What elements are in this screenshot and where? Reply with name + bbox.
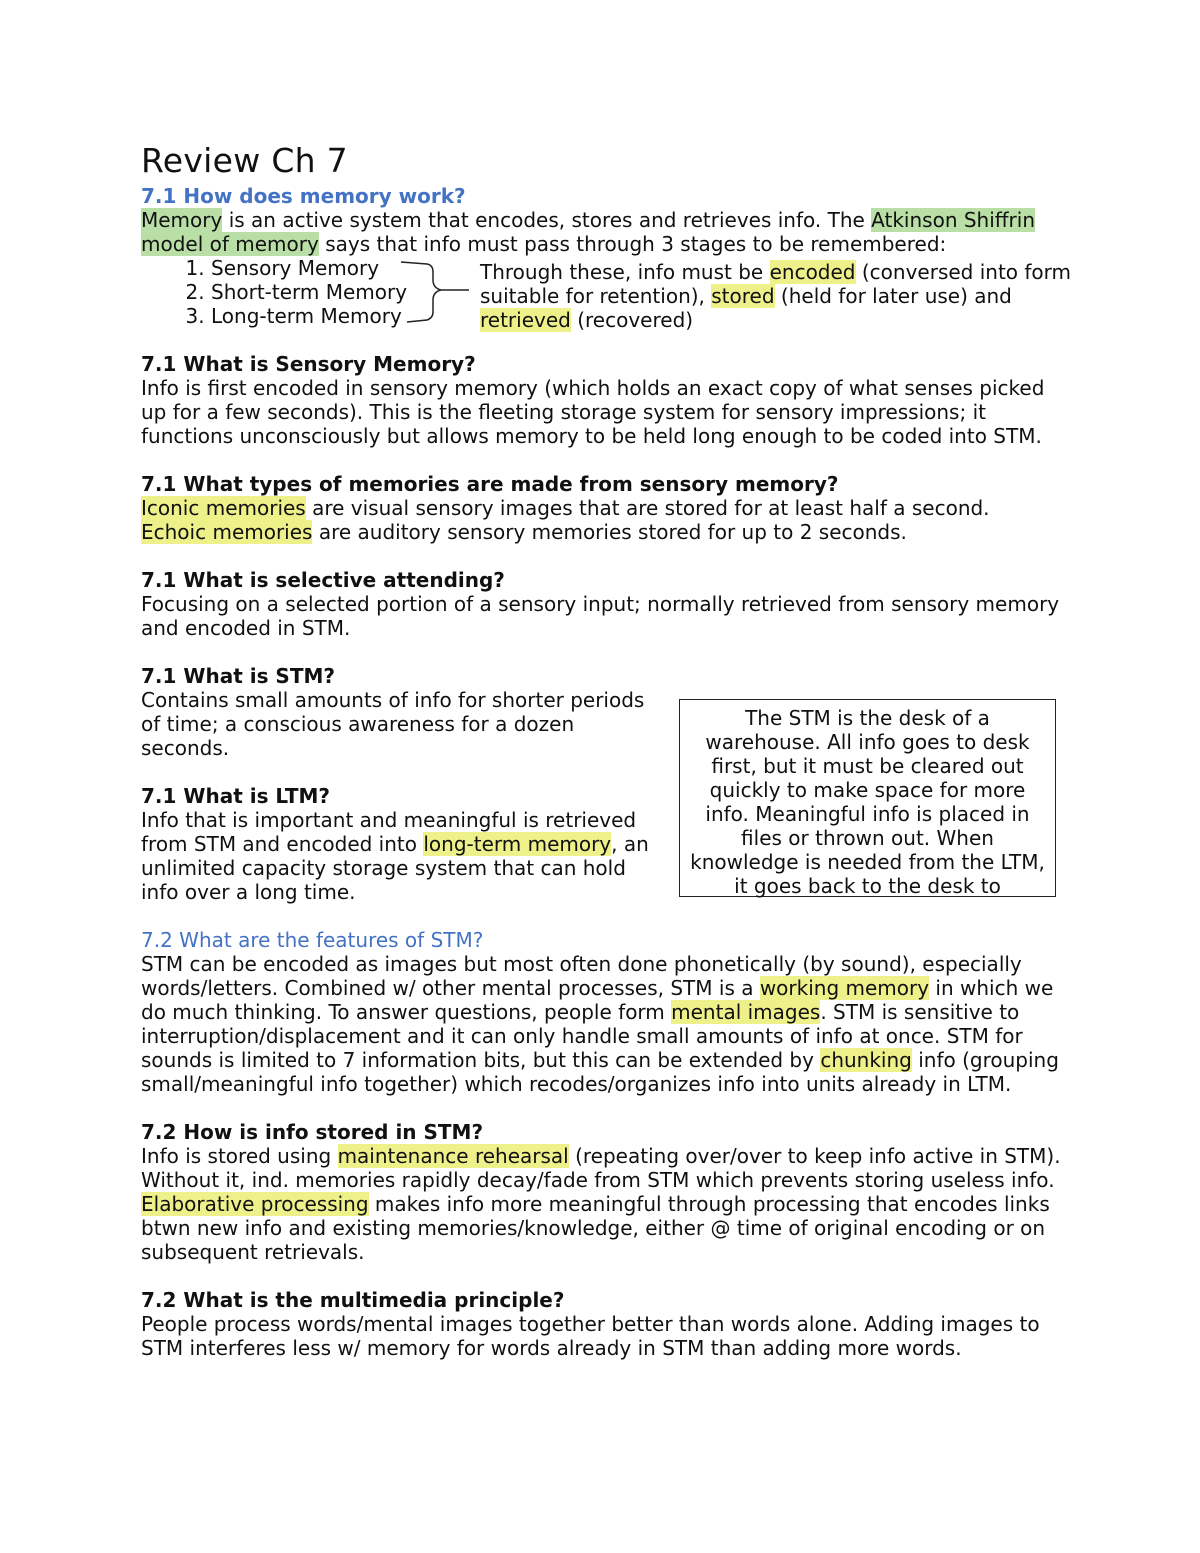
heading-info-stored: 7.2 How is info stored in STM?	[141, 1120, 484, 1144]
highlight-echoic: Echoic memories	[141, 520, 313, 544]
stm-ltm-block	[141, 664, 1076, 904]
highlight-iconic: Iconic memories	[141, 496, 306, 520]
text-span: is an active system that encodes, stores and retrieves info. The	[222, 208, 872, 232]
text-span: in which we do much thinking. To answer questions, people form	[141, 976, 1054, 1024]
paragraph-sensory-memory: Info is first encoded in sensory memory (which holds an exact copy of what senses picked up for a few seconds). This is the fleeting storage system for sensory impressions; it functions unconsciously but allows memory to be held long enough to be coded into STM.	[141, 376, 1045, 448]
heading-ltm: 7.1 What is LTM?	[141, 784, 331, 808]
text-span: Info is stored using	[141, 1144, 338, 1168]
text-span: says that info must pass through 3 stages to be remembered:	[318, 232, 947, 256]
highlight-elaborative-processing: Elaborative processing	[141, 1192, 369, 1216]
heading-memory-types: 7.1 What types of memories are made from sensory memory?	[141, 472, 839, 496]
heading-selective-attending: 7.1 What is selective attending?	[141, 568, 505, 592]
heading-stm: 7.1 What is STM?	[141, 664, 335, 688]
text-span: are auditory sensory memories stored for up to 2 seconds.	[312, 520, 907, 544]
heading-memory-work: 7.1 How does memory work?	[141, 184, 466, 208]
heading-stm-features: 7.2 What are the features of STM?	[141, 928, 484, 952]
text-span: makes info more meaningful through processing that encodes links btwn new info and existing memories/knowledge, either @ time of original encoding or on subsequent retrievals.	[141, 1192, 1050, 1264]
document-body	[141, 138, 1076, 1360]
paragraph-echoic	[141, 520, 1076, 544]
paragraph-stm: Contains small amounts of info for shorter periods of time; a conscious awareness for a dozen seconds.	[141, 688, 645, 760]
text-span: STM can be encoded as images but most often done phonetically (by sound), especially words/letters. Combined w/ other mental processes, STM is a	[141, 952, 1022, 1000]
paragraph-selective-attending: Focusing on a selected portion of a sensory input; normally retrieved from sensory memory and encoded in STM.	[141, 592, 1060, 640]
text-span: info (grouping small/meaningful info together) which recodes/organizes info into units already in LTM.	[141, 1048, 1059, 1096]
highlight-encoded: encoded	[769, 260, 856, 284]
heading-sensory-memory: 7.1 What is Sensory Memory?	[141, 352, 476, 376]
paragraph-memory-work	[141, 208, 1076, 256]
paragraph-stm-features	[141, 952, 1076, 1096]
page-title: Review Ch 7	[141, 141, 348, 180]
stages-block	[141, 256, 1076, 332]
highlight-mental-images: mental images	[671, 1000, 821, 1024]
paragraph-iconic	[141, 496, 1076, 520]
heading-multimedia-principle: 7.2 What is the multimedia principle?	[141, 1288, 565, 1312]
paragraph-info-stored	[141, 1144, 1076, 1264]
text-span: Through these, info must be	[480, 260, 770, 284]
stm-ltm-text	[141, 664, 666, 904]
highlight-long-term-memory: long-term memory	[423, 832, 612, 856]
stages-note	[480, 260, 1090, 332]
highlight-stored: stored	[711, 284, 775, 308]
highlight-working-memory: working memory	[759, 976, 930, 1000]
text-span: (repeating over/over to keep info active in STM). Without it, ind. memories rapidly decay/fade from STM which prevents storing useless info.	[141, 1144, 1061, 1192]
text-span: are visual sensory images that are stored for at least half a second.	[305, 496, 990, 520]
highlight-chunking: chunking	[820, 1048, 912, 1072]
text-span: (conversed into form suitable for retention),	[480, 260, 1072, 308]
highlight-maintenance-rehearsal: maintenance rehearsal	[337, 1144, 569, 1168]
list-item: 3. Long-term Memory	[211, 304, 1076, 328]
text-span: (recovered)	[570, 308, 694, 332]
text-span: (held for later use) and	[774, 284, 1012, 308]
callout-box: The STM is the desk of a warehouse. All info goes to desk first, but it must be cleared out quickly to make space for more info. Meaningful info is placed in files or thrown out. When knowledge is needed from the LTM, it goes back to the desk to	[679, 699, 1056, 897]
text-span: Info that is important and meaningful is retrieved from STM and encoded into	[141, 808, 637, 856]
brace-icon	[397, 256, 477, 328]
highlight-memory: Memory	[141, 208, 223, 232]
highlight-retrieved: retrieved	[480, 308, 571, 332]
text-span: , an unlimited capacity storage system that can hold info over a long time.	[141, 832, 649, 904]
highlight-atkinson-shiffrin: Atkinson Shiffrin model of memory	[141, 208, 1036, 256]
list-item: 2. Short-term Memory	[211, 280, 1076, 304]
paragraph-multimedia-principle: People process words/mental images together better than words alone. Adding images to STM interferes less w/ memory for words already in STM than adding more words.	[141, 1312, 1040, 1360]
text-span: . STM is sensitive to interruption/displacement and it can only handle small amounts of info at once. STM for sounds is limited to 7 information bits, but this can be extended by	[141, 1000, 1023, 1072]
paragraph-ltm	[141, 808, 666, 904]
list-item: 1. Sensory Memory	[211, 256, 1076, 280]
